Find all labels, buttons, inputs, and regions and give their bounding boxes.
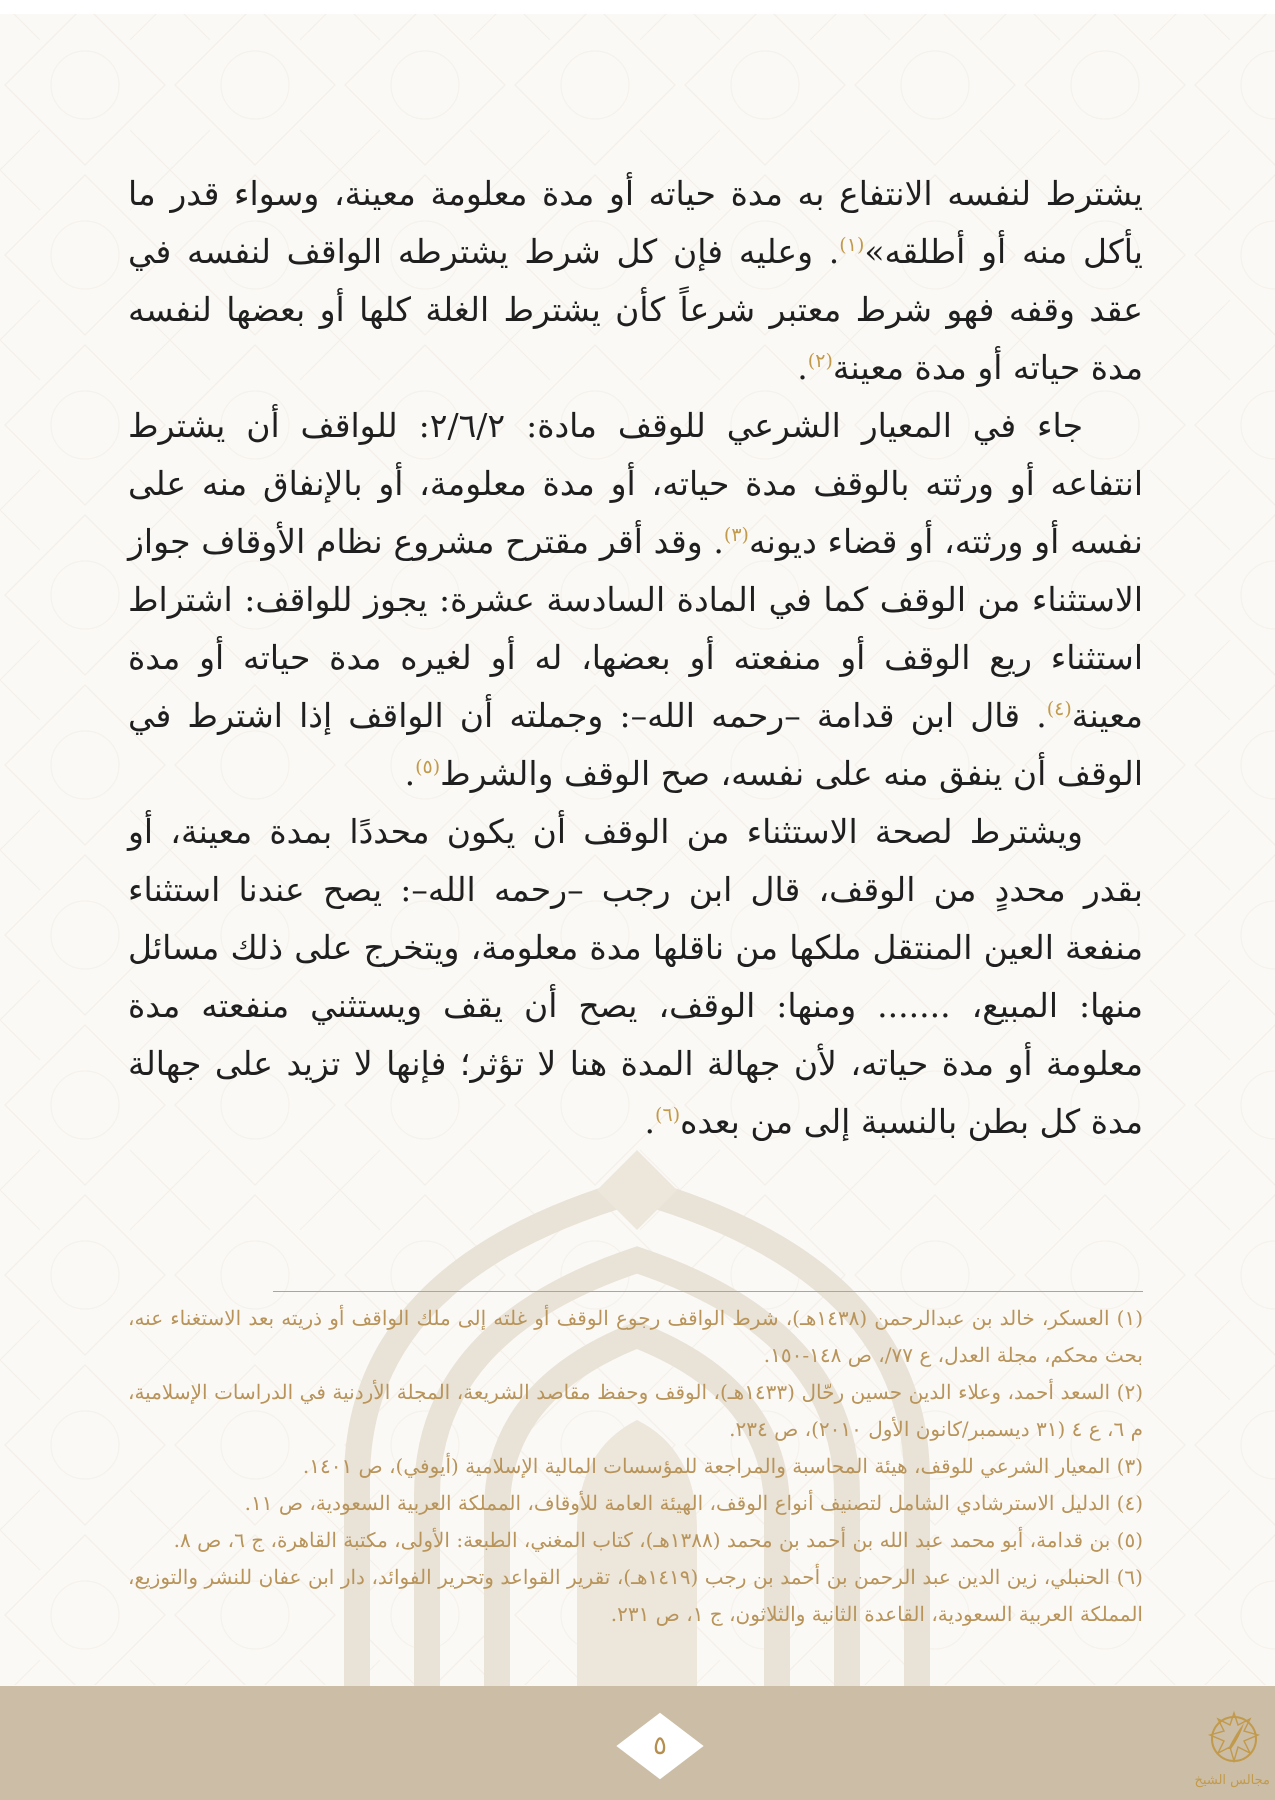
footnote-reference[interactable]: (٦) [655,1104,681,1126]
body-text-segment: . [404,754,416,793]
footnote-reference[interactable]: (٥) [415,756,441,778]
footnote-reference[interactable]: (٤) [1046,698,1072,720]
publisher-logo [1194,1705,1270,1797]
body-text-segment: . [644,1102,656,1141]
body-text-segment: . قال ابن قدامة –رحمه الله–: وجملته أن الواقف إذا اشترط في الوقف أن ينفق منه على نفسه، صح الوقف والشرط [128,696,1143,793]
body-text-segment: ويشترط لصحة الاستثناء من الوقف أن يكون محددًا بمدة معينة، أو بقدر محددٍ من الوقف، قال ابن رجب –رحمه الله–: يصح عندنا استثناء منفعة العين المنتقل ملكها من ناقلها مدة معلومة، ويتخرج على ذلك مسائل منها: المبيع، ....... ومنها: الوقف، يصح أن يقف ويستثني منفعته مدة معلومة أو مدة حياته، لأن جهالة المدة هنا لا تؤثر؛ فإنها لا تزيد على جهالة مدة كل بطن بالنسبة إلى من بعده [128,812,1143,1141]
footnote-5: (٥) بن قدامة، أبو محمد عبد الله بن أحمد بن محمد (١٣٨٨هـ)، كتاب المغني، الطبعة: الأولى، مكتبة القاهرة، ج ٦، ص ٨. [173,1528,1143,1552]
footnote-2: (٢) السعد أحمد، وعلاء الدين حسين رحّال (١٤٣٣هـ)، الوقف وحفظ مقاصد الشريعة، المجلة الأردنية في الدراسات الإسلامية، م ٦، ع ٤ (٣١ ديسمبر/كانون الأول ٢٠١٠)، ص ٢٣٤. [128,1380,1143,1441]
footnote-reference[interactable]: (٢) [807,350,833,372]
page-number: ٥ [653,1731,667,1761]
footnote-3: (٣) المعيار الشرعي للوقف، هيئة المحاسبة والمراجعة للمؤسسات المالية الإسلامية (أيوفي)، ص ١٤٠١. [302,1454,1143,1478]
footnote-separator [273,1291,1143,1292]
body-text-segment: . وقد أقر مقترح مشروع نظام الأوقاف جواز الاستثناء من الوقف كما في المادة السادسة عشرة: يجوز للواقف: اشتراط استثناء ريع الوقف أو منفعته أو بعضها، له أو لغيره مدة حياته أو مدة معينة [128,522,1143,735]
body-text-segment: . [797,348,808,387]
footnote-reference[interactable]: (١) [839,234,865,256]
body-paragraph [128,165,1143,397]
body-text-segment: يشترط لنفسه الانتفاع به مدة حياته أو مدة معلومة معينة، وسواء قدر ما يأكل منه أو أطلقه» [128,174,1143,271]
body-paragraph [128,397,1143,803]
main-text [128,165,1143,1151]
quill-emblem-icon [1198,1705,1270,1771]
body-text-segment: . وعليه فإن كل شرط يشترطه الواقف لنفسه في عقد وقفه فهو شرط معتبر شرعاً كأن يشترط الغلة كلها أو بعضها لنفسه مدة حياته أو مدة معينة [128,232,1143,387]
footnote-reference[interactable]: (٣) [723,524,749,546]
footnote-1: (١) العسكر، خالد بن عبدالرحمن (١٤٣٨هـ)، شرط الواقف رجوع الوقف أو غلته إلى ملك الواقف أو ذريته بعد الاستغناء عنه، بحث محكم، مجلة العدل، ع ٧٧/، ص ١٤٨-١٥٠. [128,1306,1143,1367]
page-number-badge [614,1712,706,1780]
footnote-6: (٦) الحنبلي، زين الدين عبد الرحمن بن أحمد بن رجب (١٤١٩هـ)، تقرير القواعد وتحرير الفوائد، دار ابن عفان للنشر والتوزيع، المملكة العربية السعودية، القاعدة الثانية والثلاثون، ج ١، ص ٢٣١. [128,1565,1143,1626]
page-top-edge [0,0,1275,14]
logo-text: مجالس الشيخ [1194,1773,1270,1788]
body-paragraph [128,803,1143,1151]
body-text-segment: جاء في المعيار الشرعي للوقف مادة: ٢/٦/٢: للواقف أن يشترط انتفاعه أو ورثته بالوقف مدة حياته، أو مدة معلومة، أو بالإنفاق منه على نفسه أو ورثته، أو قضاء ديونه [128,406,1143,561]
footnotes [128,1300,1143,1633]
footnote-4: (٤) الدليل الاسترشادي الشامل لتصنيف أنواع الوقف، الهيئة العامة للأوقاف، المملكة العربية السعودية، ص ١١. [244,1491,1143,1515]
